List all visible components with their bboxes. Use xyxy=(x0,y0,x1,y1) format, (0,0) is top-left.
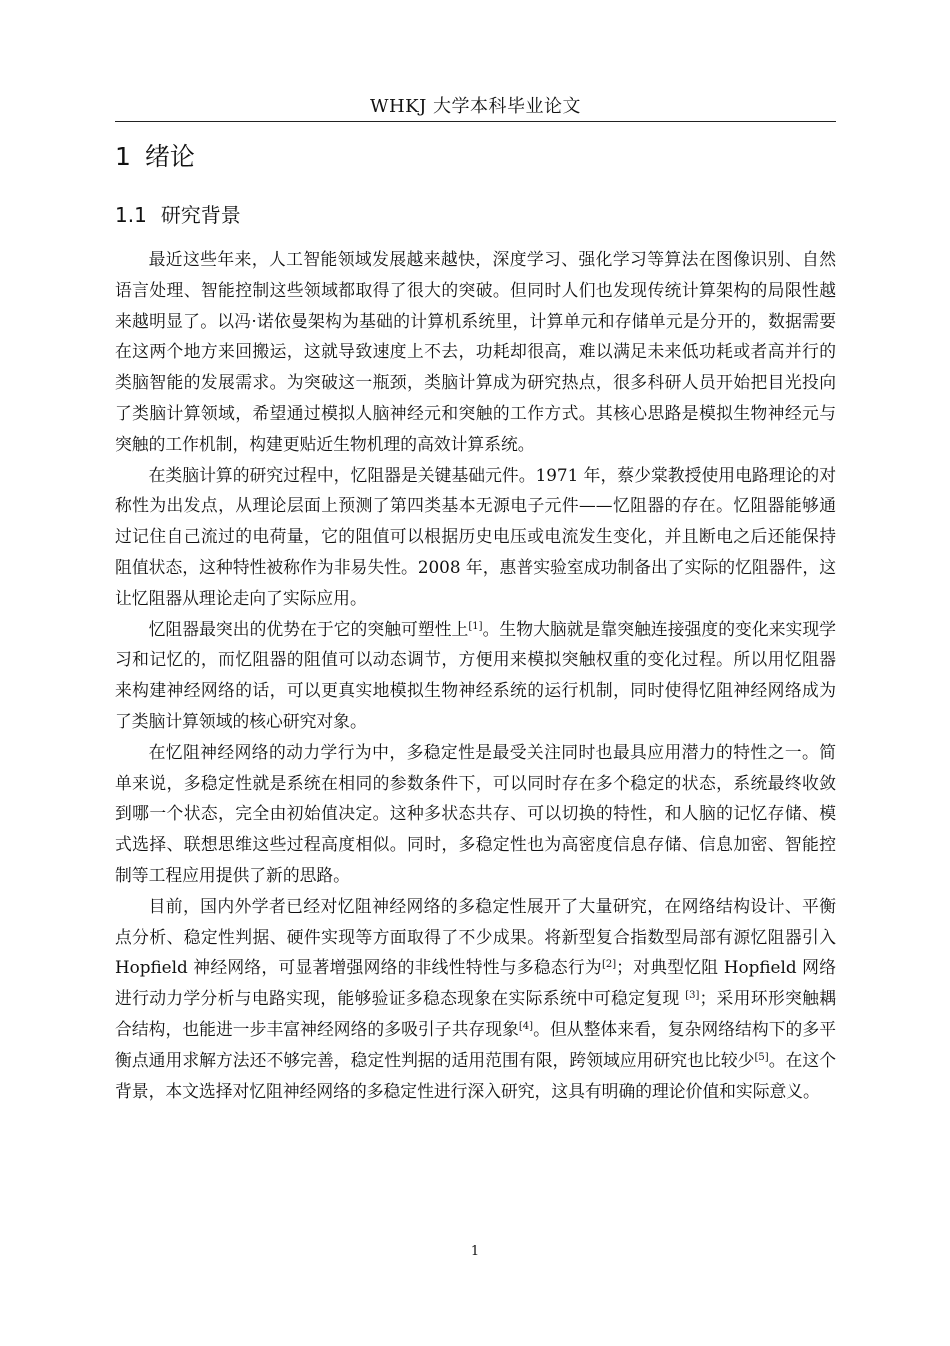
citation-ref-5[interactable]: [5] xyxy=(754,1051,769,1063)
paragraph-5-text: 目前，国内外学者已经对忆阻神经网络的多稳定性展开了大量研究，在网络结构设计、平衡点分析、稳定性判据、硬件实现等方面取得了不少成果。将新型复合指数型局部有源忆阻器引入 Hopfield 神经网络，可显著增强网络的非线性特性与多稳态行为 xyxy=(115,895,836,978)
body-text xyxy=(115,244,836,1106)
paragraph-3 xyxy=(115,614,836,737)
paragraph-4: 在忆阻神经网络的动力学行为中，多稳定性是最受关注同时也最具应用潜力的特性之一。简单来说，多稳定性就是系统在相同的参数条件下，可以同时存在多个稳定的状态，系统最终收敛到哪一个状态，完全由初始值决定。这种多状态共存、可以切换的特性，和人脑的记忆存储、模式选择、联想思维这些过程高度相似。同时，多稳定性也为高密度信息存储、信息加密、智能控制等工程应用提供了新的思路。 xyxy=(115,741,836,885)
chapter-heading xyxy=(115,139,195,175)
citation-ref-4[interactable]: [4] xyxy=(518,1020,534,1032)
paragraph-5-text: ；采用环形突触耦合结构，也能进一步丰富神经网络的多吸引子共存现象 xyxy=(115,988,836,1039)
paragraph-5-text: 。但从整体来看，复杂网络结构下的多平衡点通用求解方法还不够完善，稳定性判据的适用范围有限，跨领域应用研究也比较少 xyxy=(115,1018,836,1070)
paragraph-5 xyxy=(115,891,836,1107)
citation-ref-2[interactable]: [2] xyxy=(601,959,617,971)
chapter-number: 1 xyxy=(115,142,131,171)
header-rule xyxy=(115,121,836,122)
citation-ref-1[interactable]: [1] xyxy=(468,620,483,632)
section-heading xyxy=(115,199,241,231)
paragraph-5-text: 。在这个背景，本文选择对忆阻神经网络的多稳定性进行深入研究，这具有明确的理论价值和实际意义。 xyxy=(115,1049,836,1101)
paragraph-2: 在类脑计算的研究过程中，忆阻器是关键基础元件。1971 年，蔡少棠教授使用电路理论的对称性为出发点，从理论层面上预测了第四类基本无源电子元件——忆阻器的存在。忆阻器能够通过记住自己流过的电荷量，它的阻值可以根据历史电压或电流发生变化，并且断电之后还能保持阻值状态，这种特性被称作为非易失性。2008 年，惠普实验室成功制备出了实际的忆阻器件，这让忆阻器从理论走向了实际应用。 xyxy=(115,464,836,608)
paragraph-3-text: 忆阻器最突出的优势在于它的突触可塑性上 xyxy=(148,618,469,639)
citation-ref-3[interactable]: [3] xyxy=(685,990,700,1002)
paragraph-5-text: ；对典型忆阻 Hopfield 网络进行动力学分析与电路实现，能够验证多稳态现象在实际系统中可稳定复现 xyxy=(115,957,836,1009)
page-number: 1 xyxy=(470,1244,480,1259)
running-header: WHKJ 大学本科毕业论文 xyxy=(369,96,582,117)
chapter-title: 绪论 xyxy=(144,142,195,171)
section-number: 1.1 xyxy=(115,203,147,227)
paragraph-1: 最近这些年来，人工智能领域发展越来越快，深度学习、强化学习等算法在图像识别、自然语言处理、智能控制这些领域都取得了很大的突破。但同时人们也发现传统计算架构的局限性越来越明显了。以冯·诺依曼架构为基础的计算机系统里，计算单元和存储单元是分开的，数据需要在这两个地方来回搬运，这就导致速度上不去，功耗却很高，难以满足未来低功耗或者高并行的类脑智能的发展需求。为突破这一瓶颈，类脑计算成为研究热点，很多科研人员开始把目光投向了类脑计算领域，希望通过模拟人脑神经元和突触的工作方式。其核心思路是模拟生物神经元与突触的工作机制，构建更贴近生物机理的高效计算系统。 xyxy=(115,249,836,454)
paragraph-3-text: 。生物大脑就是靠突触连接强度的变化来实现学习和记忆的，而忆阻器的阻值可以动态调节，方便用来模拟突触权重的变化过程。所以用忆阻器来构建神经网络的话，可以更真实地模拟生物神经系统的运行机制，同时使得忆阻神经网络成为了类脑计算领域的核心研究对象。 xyxy=(115,618,836,731)
section-title: 研究背景 xyxy=(160,203,241,227)
